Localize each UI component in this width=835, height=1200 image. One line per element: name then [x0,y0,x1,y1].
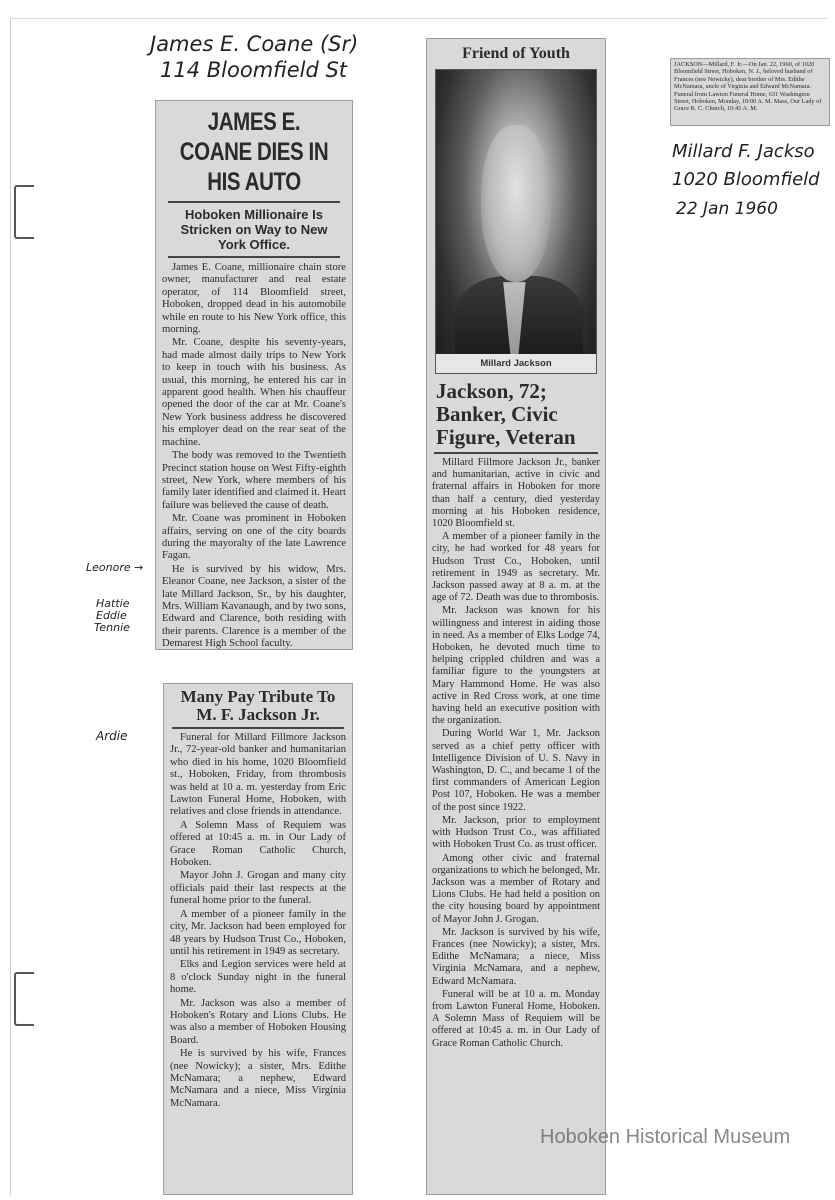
photo-caption: Millard Jackson [436,354,596,374]
tribute-headline-rule [172,727,344,729]
jackson-headline: Jackson, 72; Banker, Civic Figure, Veteran [436,379,576,449]
jackson-paragraph: Mr. Jackson, prior to employment with Hudson Trust Co., was affiliated with Hoboken Trust Co. as trust officer. [432,814,600,851]
death-notice-clipping [670,58,830,126]
jackson-headline-rule [434,452,598,454]
handwritten-note-tennie: Tennie [94,621,130,634]
handwritten-jackson-address: 1020 Bloomfield [672,169,820,190]
handwritten-note-hattie: Hattie [96,597,130,610]
tribute-headline: Many Pay Tribute To M. F. Jackson Jr. [180,687,336,724]
coane-paragraph: James E. Coane, millionaire chain store owner, manufacturer and real estate operator, of 114 Bloomfield street, Hoboken, dropped dead in his automobile while en route to his New York office, this morning. [162,262,346,336]
jackson-paragraph: A member of a pioneer family in the city, he had worked for 48 years for Hudson Trust Co., Hoboken, until retirement in 1949 as secretary. Mr. Jackson passed away at 8 a. m. at the age of 72. Death was due to thrombosis. [432,531,600,604]
jackson-paragraph: Mr. Jackson is survived by his wife, Frances (nee Nowicky); a sister, Mrs. Edithe McNamara; a niece, Miss Virginia McNamara, and a nephew, Edward McNamara. [432,926,600,987]
jackson-kicker: Friend of Youth [462,45,570,62]
coane-obituary-clipping [155,100,353,650]
jackson-paragraph: Among other civic and fraternal organizations to which he belonged, Mr. Jackson was a member of Rotary and Lions Clubs. He had held a position on the city housing board by appointment of Mayor John J. Grogan. [432,852,600,925]
coane-body [162,262,346,650]
page-border [10,18,828,1196]
binder-hole-bottom [14,972,34,1026]
jackson-paragraph: During World War 1, Mr. Jackson served as a chief petty officer with Intelligence Division of U. S. Navy in Washington, D. C., and became 1 of the first commanders of American Legion Post 107, Hoboken. He was a member of the post since 1922. [432,728,600,813]
handwritten-note-ardie: Ardie [96,729,128,743]
tribute-paragraph: Funeral for Millard Fillmore Jackson Jr., 72-year-old banker and humanitarian who died in his home, 1020 Bloomfield st., Hoboken, Friday, from thrombosis was held at 10 a. m. yesterday from Eric Lawton Funeral Home, Hoboken, with relatives and close friends in attendance. [170,732,346,818]
jackson-paragraph: Mr. Jackson was known for his willingness and interest in aiding those in need. As a member of Elks Lodge 74, Hoboken, he devoted much time to helping crippled children and was a familiar figure to the youngsters at Mary Hammond Home. He was also active in Red Cross work, at one time having held an executive position with the organization. [432,605,600,727]
handwritten-coane-address: 114 Bloomfield St [160,58,348,82]
tribute-paragraph: Mr. Jackson was also a member of Hoboken's Rotary and Lions Clubs. He was also a member of Hoboken Housing Board. [170,997,346,1046]
museum-watermark: Hoboken Historical Museum [540,1126,791,1148]
jackson-body [432,457,600,1050]
coane-subhead: Hoboken Millionaire Is Stricken on Way to New York Office. [180,207,328,252]
tribute-paragraph: A member of a pioneer family in the city, Mr. Jackson had been employed for 48 years by Hudson Trust Co., Hoboken, until his retirement in 1949 as secretary. [170,908,346,957]
death-notice-text: JACKSON—Millard, F. Jr.—On Jan. 22, 1960, of 1020 Bloomfield Street, Hoboken, N. J., beloved husband of Frances (nee Nowicky), dear brother of Mrs. Edithe McNamara, uncle of Virginia and Edward McNamara. Funeral from Lawton Funeral Home, 631 Washington Street, Hoboken, Monday, 10:00 A. M. Mass, Our Lady of Grace R. C. Church, 10:45 A. M. [674,61,822,113]
jackson-paragraph: Millard Fillmore Jackson Jr., banker and humanitarian, active in civic and fraternal affairs in Hoboken for more than half a century, died yesterday morning at his Hoboken residence, 1020 Bloomfield st. [432,457,600,530]
coane-headline-rule [168,201,340,203]
handwritten-coane-name: James E. Coane (Sr) [150,32,359,56]
handwritten-jackson-date: 22 Jan 1960 [676,199,778,219]
binder-hole-top [14,185,34,239]
coane-subhead-rule [168,256,340,258]
tribute-paragraph: Mayor John J. Grogan and many city officials paid their last respects at the funeral home prior to the funeral. [170,870,346,907]
coane-paragraph: Mr. Coane, despite his seventy-years, had made almost daily trips to New York to keep in touch with his business. As usual, this morning, he entered his car in apparent good health. When his chauffeur opened the door of the car at Mr. Coane's New York business address he discovered his employer dead on the rear seat of the machine. [162,337,346,448]
jackson-paragraph: Funeral will be at 10 a. m. Monday from Lawton Funeral Home, Hoboken. A Solemn Mass of Requiem will be offered at 10:45 a. m. in Our Lady of Grace Roman Catholic Church. [432,988,600,1049]
handwritten-note-leonore: Leonore → [86,561,144,574]
coane-paragraph: The body was removed to the Twentieth Precinct station house on West Fifty-eighth street, New York, where members of his family later identified and claimed it. Heart failure was believed the cause of death. [162,450,346,511]
tribute-clipping [163,683,353,1195]
handwritten-note-eddie: Eddie [96,609,127,622]
coane-headline: JAMES E. COANE DIES IN HIS AUTO [179,108,329,196]
tribute-paragraph: He is survived by his wife, Frances (nee Nowicky); a sister, Mrs. Edithe McNamara; a nephew, Edward McNamara and a niece, Miss Virginia McNamara. [170,1048,346,1109]
jackson-portrait-photo [435,69,597,374]
tribute-paragraph: A Solemn Mass of Requiem was offered at 10:45 a. m. in Our Lady of Grace Roman Catholic Church, Hoboken. [170,819,346,869]
coane-paragraph: He is survived by his widow, Mrs. Eleanor Coane, nee Jackson, a sister of the late Millard Jackson, Sr., by his daughter, Mrs. William Kavanaugh, and by two sons, Edward and Clarence, both residing with their parents. Clarence is a member of the Demarest High School faculty. [162,563,346,650]
tribute-body [170,732,346,1110]
handwritten-jackson-name: Millard F. Jackso [672,141,815,162]
tribute-paragraph: Elks and Legion services were held at 8 o'clock Sunday night in the funeral home. [170,959,346,996]
coane-paragraph: Mr. Coane was prominent in Hoboken affairs, serving on one of the city boards during the mayoralty of the late Lawrence Fagan. [162,513,346,562]
photo-face [481,125,551,283]
jackson-obituary-clipping [426,38,606,1195]
